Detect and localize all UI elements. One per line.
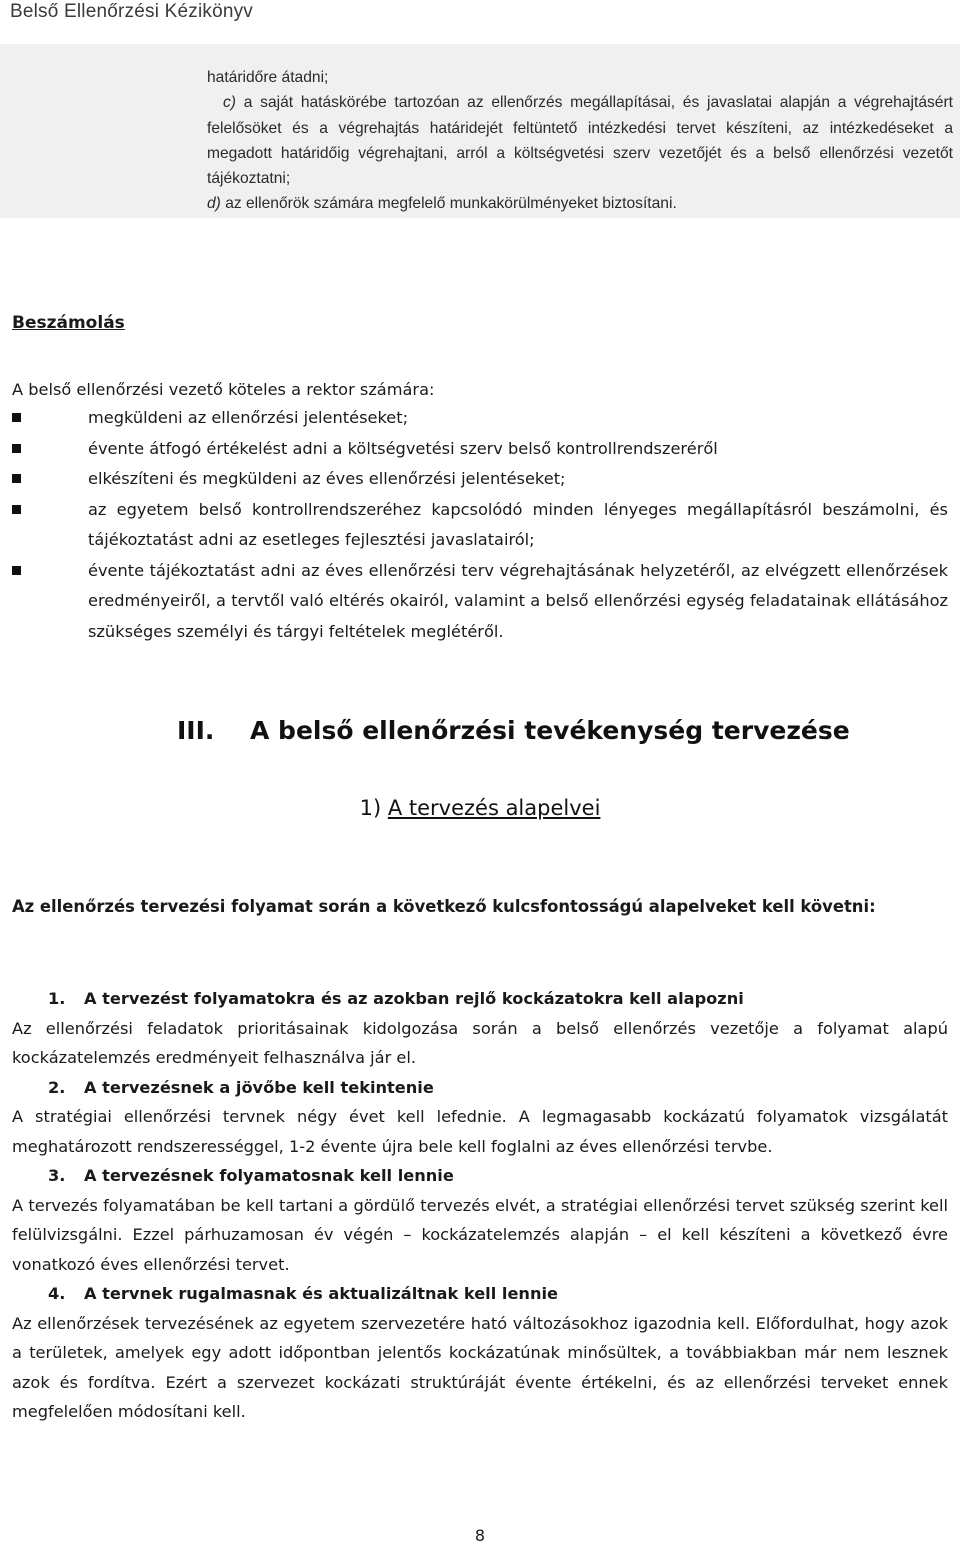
lead-paragraph: Az ellenőrzés tervezési folyamat során a következő kulcsfontosságú alapelveket kell követni: [12,897,876,916]
quote-item-d-text: az ellenőrök számára megfelelő munkakörülményeket biztosítani. [220,195,677,213]
quote-item-d [207,191,953,216]
page-header [0,0,960,34]
page-number: 8 [474,1526,486,1545]
list-item: az egyetem belső kontrollrendszeréhez kapcsolódó minden lényeges megállapításról beszámolni, és tájékoztatást adni az esetleges fejlesztési javaslatairól; [12,495,948,556]
subsection-heading [0,796,960,820]
principle-title: 1. A tervezést folyamatokra és az azokban rejlő kockázatokra kell alapozni [48,989,744,1008]
principle-item [12,1073,948,1162]
section-heading-beszamolas: Beszámolás [12,313,125,333]
subsection-title: A tervezés alapelvei [387,796,601,820]
chapter-heading [177,716,850,745]
beszamolas-intro: A belső ellenőrzési vezető köteles a rektor számára: [12,380,435,399]
quote-item-c-text: a saját hatáskörébe tartozóan az ellenőrzés megállapításai, és javaslatai alapján a végrehajtásért felelősöket és a végrehajtás határidejét feltüntető intézkedési tervet készíteni, az intézkedéseket a megadott határidőig végrehajtani, arról a költségvetési szerv vezetőjét és a belső ellenőrzési vezetőt tájékoztatni; [207,94,953,188]
principle-title: 3. A tervezésnek folyamatosnak kell lennie [48,1166,454,1185]
list-item: megküldeni az ellenőrzési jelentéseket; [12,403,948,434]
square-bullet-icon [12,413,21,422]
principle-body: A tervezés folyamatában be kell tartani a gördülő tervezés elvét, a stratégiai ellenőrzési tervet szükség szerint kell felülvizsgálni. Ezzel párhuzamosan év végén – kockázatelemzés alapján – el kell készíteni a következő évre vonatkozó éves ellenőrzési tervet. [12,1195,948,1274]
list-item: évente átfogó értékelést adni a költségvetési szerv belső kontrollrendszeréről [12,434,948,465]
principle-body: Az ellenőrzések tervezésének az egyetem szervezetére ható változásokhoz igazodnia kell. Előfordulhat, hogy azok a területek, amelyek egy adott időpontban jelentős kockázatúnak minősültek, a továbbiakban már nem lesznek azok és fordítva. Ezért a szervezet kockázati struktúráját évente értékelni, és az ellenőrzési terveket ennek megfelelően módosítani kell. [12,1313,948,1421]
principles-list [12,984,948,1427]
quote-item-d-label: d) [207,195,221,213]
principle-body: Az ellenőrzési feladatok prioritásainak kidolgozása során a belső ellenőrzés vezetője a folyamat alapú kockázatelemzés eredményeit felhasználva jár el. [12,1018,948,1067]
chapter-number: III. [177,716,215,745]
quote-item-c [207,90,953,191]
list-item: évente tájékoztatást adni az éves ellenőrzési terv végrehajtásának helyzetéről, az elvégzett ellenőrzések eredményeiről, a tervtől való eltérés okairól, valamint a belső ellenőrzési egység feladatainak ellátásához szükséges személyi és tárgyi feltételek meglétéről. [12,556,948,648]
document-title: Belső Ellenőrzési Kézikönyv [10,1,254,22]
principle-title: 2. A tervezésnek a jövőbe kell tekintenie [48,1077,434,1097]
principle-item [12,1161,948,1279]
beszamolas-list [12,403,948,647]
quoted-text [207,65,953,217]
square-bullet-icon [12,505,21,514]
quote-item-c-label: c) [223,94,236,112]
chapter-title: A belső ellenőrzési tevékenység tervezése [250,716,850,745]
square-bullet-icon [12,566,21,575]
principle-item [12,984,948,1073]
principle-body: A stratégiai ellenőrzési tervnek négy évet kell lefednie. A legmagasabb kockázatú folyamatok vizsgálatát meghatározott rendszerességgel, 1-2 évente újra bele kell foglalni az éves ellenőrzési tervbe. [12,1107,948,1156]
square-bullet-icon [12,444,21,453]
principle-title: 4. A tervnek rugalmasnak és aktualizáltnak kell lennie [48,1284,559,1303]
quote-line-1: határidőre átadni; [207,69,329,86]
principle-item [12,1279,948,1427]
subsection-number: 1) [359,796,382,820]
square-bullet-icon [12,474,21,483]
list-item: elkészíteni és megküldeni az éves ellenőrzési jelentéseket; [12,464,948,495]
